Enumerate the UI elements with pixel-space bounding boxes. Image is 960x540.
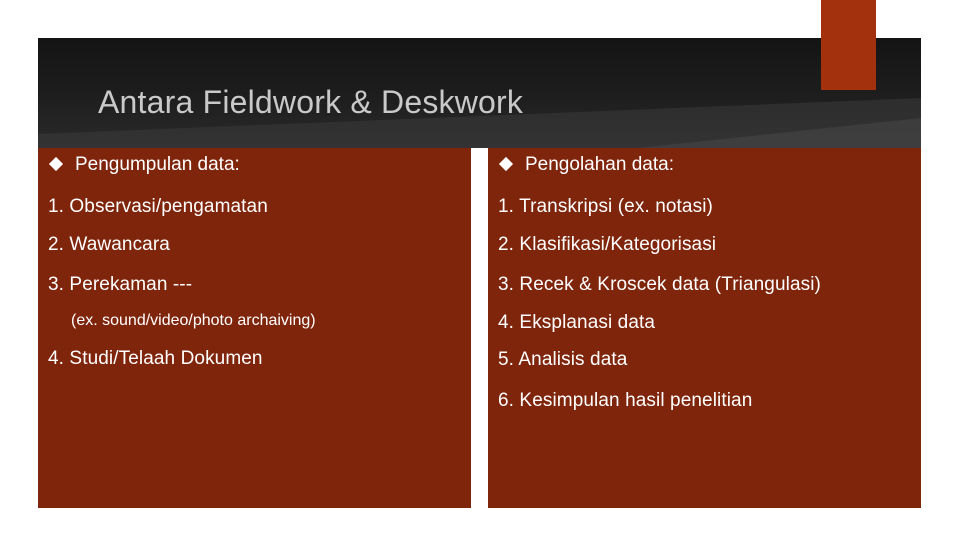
right-item-5: 5. Analisis data [498, 349, 628, 370]
left-item-2: 2. Wawancara [48, 234, 170, 255]
slide-title: Antara Fieldwork & Deskwork [98, 84, 524, 120]
right-heading-label: Pengolahan data: [525, 154, 674, 175]
right-heading [498, 154, 674, 176]
diamond-bullet-icon [499, 157, 513, 171]
title-band [38, 38, 921, 148]
right-item-1: 1. Transkripsi (ex. notasi) [498, 196, 713, 217]
left-item-3-note: (ex. sound/video/photo archaiving) [71, 312, 316, 329]
left-item-3: 3. Perekaman --- [48, 274, 193, 295]
right-item-3: 3. Recek & Kroscek data (Triangulasi) [498, 274, 821, 295]
diamond-bullet-icon [49, 157, 63, 171]
right-item-6: 6. Kesimpulan hasil penelitian [498, 390, 753, 411]
left-item-1: 1. Observasi/pengamatan [48, 196, 268, 217]
left-heading-label: Pengumpulan data: [75, 154, 240, 175]
accent-tab [821, 0, 876, 90]
left-item-4: 4. Studi/Telaah Dokumen [48, 348, 263, 369]
right-item-2: 2. Klasifikasi/Kategorisasi [498, 234, 717, 255]
left-panel [38, 148, 471, 508]
left-heading [48, 154, 240, 176]
right-panel [488, 148, 921, 508]
right-item-4: 4. Eksplanasi data [498, 312, 656, 333]
